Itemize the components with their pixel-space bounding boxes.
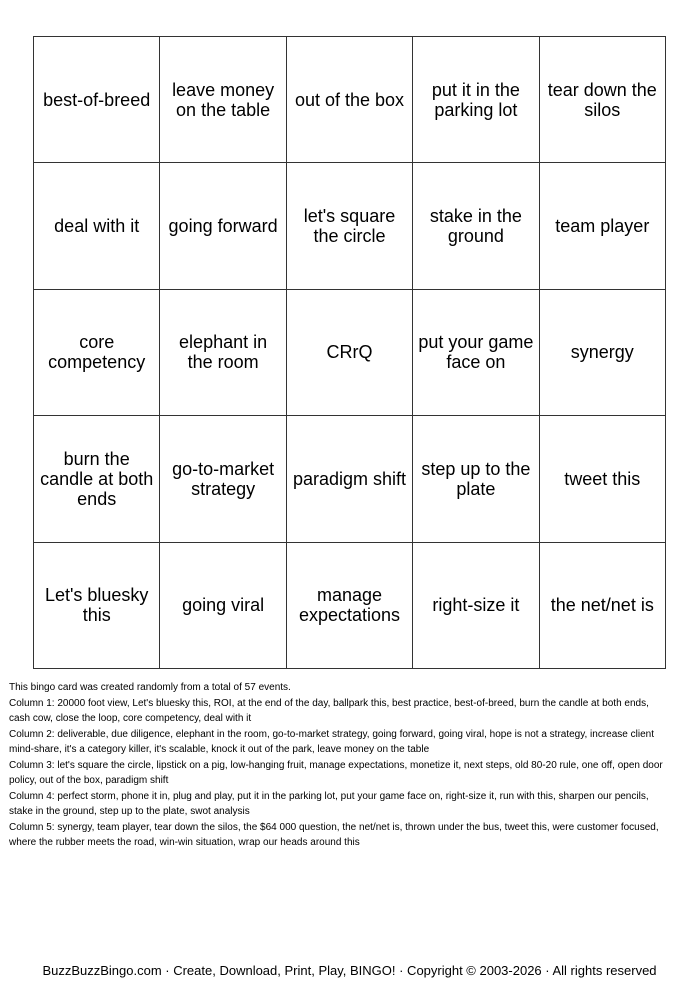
bingo-cell: synergy [540,290,666,416]
notes-column-3: Column 3: let's square the circle, lipstick on a pig, low-hanging fruit, manage expectations, monetize it, next steps, old 80-20 rule, one off, open door policy, out of the box, paradigm shift [9,759,663,786]
bingo-cell: manage expectations [287,543,413,669]
bingo-card-grid [33,36,666,669]
bingo-cell: step up to the plate [413,416,539,542]
bingo-cell: going viral [160,543,286,669]
bingo-cell: team player [540,163,666,289]
bingo-cell: right-size it [413,543,539,669]
bingo-cell: CRrQ [287,290,413,416]
bingo-cell: put your game face on [413,290,539,416]
bingo-cell: burn the candle at both ends [34,416,160,542]
bingo-cell: elephant in the room [160,290,286,416]
bingo-cell: best-of-breed [34,37,160,163]
bingo-cell: Let's bluesky this [34,543,160,669]
notes-column-2: Column 2: deliverable, due diligence, elephant in the room, go-to-market strategy, going forward, going viral, hope is not a strategy, increase client mind-share, it's a category killer, it's scalable, knock it out of the park, leave money on the table [9,728,654,755]
bingo-cell: core competency [34,290,160,416]
bingo-cell: stake in the ground [413,163,539,289]
bingo-cell: the net/net is [540,543,666,669]
bingo-cell: out of the box [287,37,413,163]
notes-column-1: Column 1: 20000 foot view, Let's bluesky this, ROI, at the end of the day, ballpark this, best practice, best-of-breed, burn the candle at both ends, cash cow, close the loop, core competency, deal with it [9,697,649,724]
bingo-cell: put it in the parking lot [413,37,539,163]
notes-column-5: Column 5: synergy, team player, tear down the silos, the $64 000 question, the net/net is, thrown under the bus, tweet this, were customer focused, where the rubber meets the road, win-win situation, wrap our heads around this [9,821,659,848]
bingo-cell: deal with it [34,163,160,289]
bingo-cell: tear down the silos [540,37,666,163]
bingo-cell: going forward [160,163,286,289]
bingo-cell: tweet this [540,416,666,542]
bingo-cell: paradigm shift [287,416,413,542]
bingo-cell: go-to-market strategy [160,416,286,542]
bingo-cell: leave money on the table [160,37,286,163]
footer-copyright: BuzzBuzzBingo.com · Create, Download, Print, Play, BINGO! · Copyright © 2003-2026 · All rights reserved [42,963,657,978]
bingo-cell: let's square the circle [287,163,413,289]
notes-column-4: Column 4: perfect storm, phone it in, plug and play, put it in the parking lot, put your game face on, right-size it, run with this, sharpen our pencils, stake in the ground, step up to the plate, swot analysis [9,790,649,817]
notes-intro: This bingo card was created randomly from a total of 57 events. [9,682,291,693]
card-notes [9,680,669,851]
